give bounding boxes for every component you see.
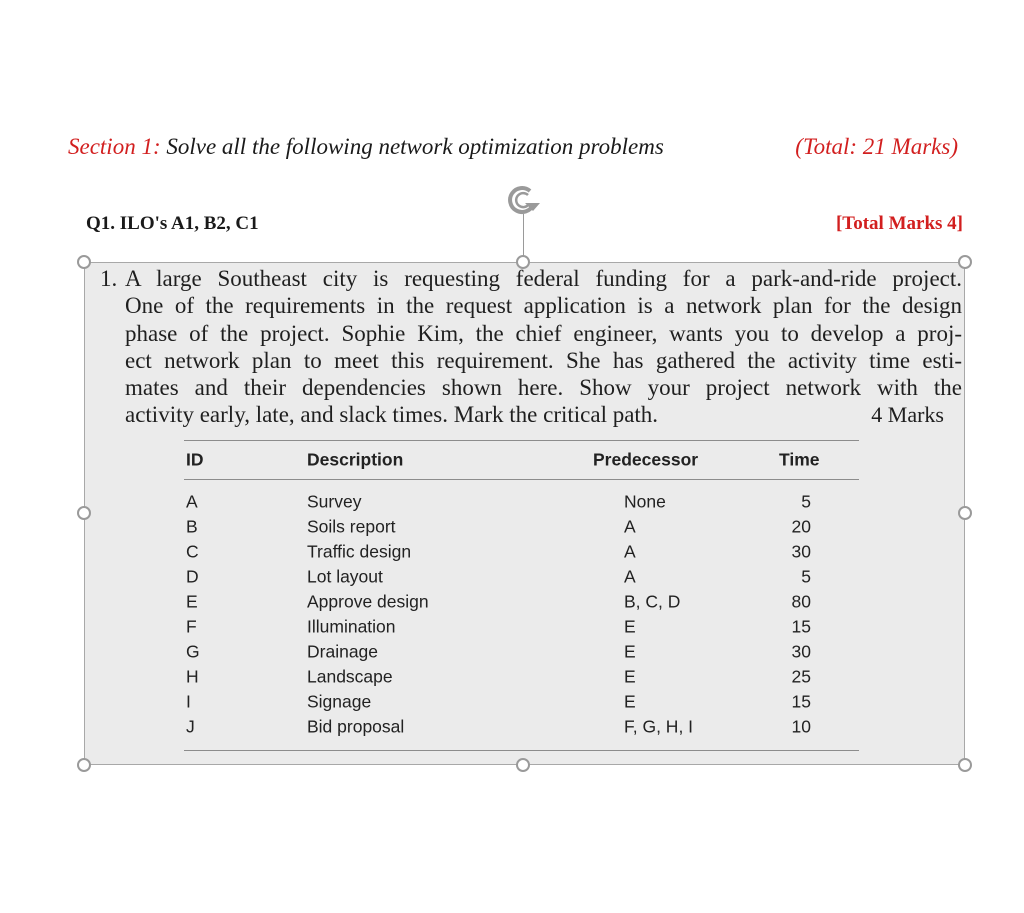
cell-time: 15 bbox=[791, 691, 811, 712]
header-id: ID bbox=[186, 449, 204, 470]
cell-time: 10 bbox=[791, 716, 811, 737]
table-row bbox=[184, 715, 859, 740]
cell-predecessor: A bbox=[624, 516, 636, 537]
cell-description: Survey bbox=[307, 491, 362, 512]
problem-line: mates and their dependencies shown here. Show your project network with the bbox=[125, 375, 962, 401]
problem-line: One of the requirements in the request application is a network plan for the design bbox=[125, 293, 962, 319]
problem-line: ect network plan to meet this requirement. She has gathered the activity time esti- bbox=[125, 347, 962, 373]
resize-handle-bottom-left[interactable] bbox=[77, 758, 91, 772]
cell-description: Drainage bbox=[307, 641, 379, 662]
cell-time: 30 bbox=[791, 641, 811, 662]
cell-id: G bbox=[186, 641, 200, 662]
cell-time: 30 bbox=[791, 541, 811, 562]
problem-number: 1. bbox=[100, 266, 118, 291]
cell-description: Illumination bbox=[307, 616, 396, 637]
cell-id: E bbox=[186, 591, 198, 612]
cell-time: 80 bbox=[791, 591, 811, 612]
section-label: Section 1: bbox=[68, 134, 161, 159]
cell-time: 15 bbox=[791, 616, 811, 637]
table-row bbox=[184, 640, 859, 665]
section-text: Solve all the following network optimization problems bbox=[160, 134, 664, 159]
cell-predecessor: B, C, D bbox=[624, 591, 681, 612]
resize-handle-bottom-center[interactable] bbox=[516, 758, 530, 772]
cell-id: A bbox=[186, 491, 198, 512]
cell-id: D bbox=[186, 566, 199, 587]
cell-description: Signage bbox=[307, 691, 372, 712]
resize-handle-bottom-right[interactable] bbox=[958, 758, 972, 772]
cell-predecessor: A bbox=[624, 566, 636, 587]
cell-predecessor: E bbox=[624, 691, 636, 712]
cell-time: 5 bbox=[801, 566, 811, 587]
table-row bbox=[184, 539, 859, 564]
cell-id: H bbox=[186, 666, 199, 687]
cell-time: 20 bbox=[791, 516, 811, 537]
table-row bbox=[184, 665, 859, 690]
header-description: Description bbox=[307, 449, 404, 470]
table-bottom-rule bbox=[184, 750, 859, 751]
header-time: Time bbox=[779, 449, 820, 470]
resize-handle-middle-left[interactable] bbox=[77, 506, 91, 520]
cell-predecessor: E bbox=[624, 666, 636, 687]
cell-description: Bid proposal bbox=[307, 716, 405, 737]
table-row bbox=[184, 514, 859, 539]
cell-time: 25 bbox=[791, 666, 811, 687]
problem-statement bbox=[100, 265, 962, 429]
question-total-marks: [Total Marks 4] bbox=[835, 213, 963, 234]
cell-time: 5 bbox=[801, 491, 811, 512]
problem-line: activity early, late, and slack times. Mark the critical path. bbox=[125, 402, 659, 428]
cell-id: J bbox=[186, 716, 195, 737]
cell-predecessor: E bbox=[624, 616, 636, 637]
section-heading bbox=[68, 134, 958, 164]
table-body bbox=[184, 480, 859, 750]
cell-predecessor: F, G, H, I bbox=[624, 716, 694, 737]
question-title: Q1. ILO's A1, B2, C1 bbox=[86, 213, 259, 234]
resize-handle-middle-right[interactable] bbox=[958, 506, 972, 520]
section-total-marks: (Total: 21 Marks) bbox=[795, 134, 958, 159]
cell-id: C bbox=[186, 541, 199, 562]
rotate-handle-icon[interactable] bbox=[503, 181, 547, 221]
cell-predecessor: E bbox=[624, 641, 636, 662]
cell-id: B bbox=[186, 516, 198, 537]
table-row bbox=[184, 589, 859, 614]
header-predecessor: Predecessor bbox=[593, 449, 699, 470]
table-row bbox=[184, 489, 859, 514]
cell-description: Lot layout bbox=[307, 566, 383, 587]
cell-description: Landscape bbox=[307, 666, 393, 687]
table-header bbox=[184, 441, 859, 479]
cell-predecessor: None bbox=[624, 491, 666, 512]
cell-predecessor: A bbox=[624, 541, 636, 562]
table-row bbox=[184, 614, 859, 639]
cell-description: Soils report bbox=[307, 516, 396, 537]
cell-id: F bbox=[186, 616, 197, 637]
table-row bbox=[184, 564, 859, 589]
cell-id: I bbox=[186, 691, 191, 712]
table-row bbox=[184, 690, 859, 715]
cell-description: Approve design bbox=[307, 591, 429, 612]
problem-line: phase of the project. Sophie Kim, the chief engineer, wants you to develop a proj- bbox=[125, 320, 962, 346]
problem-marks: 4 Marks bbox=[871, 402, 944, 427]
resize-handle-top-left[interactable] bbox=[77, 255, 91, 269]
cell-description: Traffic design bbox=[307, 541, 412, 562]
activity-table bbox=[184, 440, 859, 751]
problem-line: A large Southeast city is requesting federal funding for a park-and-ride project. bbox=[125, 266, 962, 291]
rotate-handle-stem bbox=[523, 214, 524, 261]
